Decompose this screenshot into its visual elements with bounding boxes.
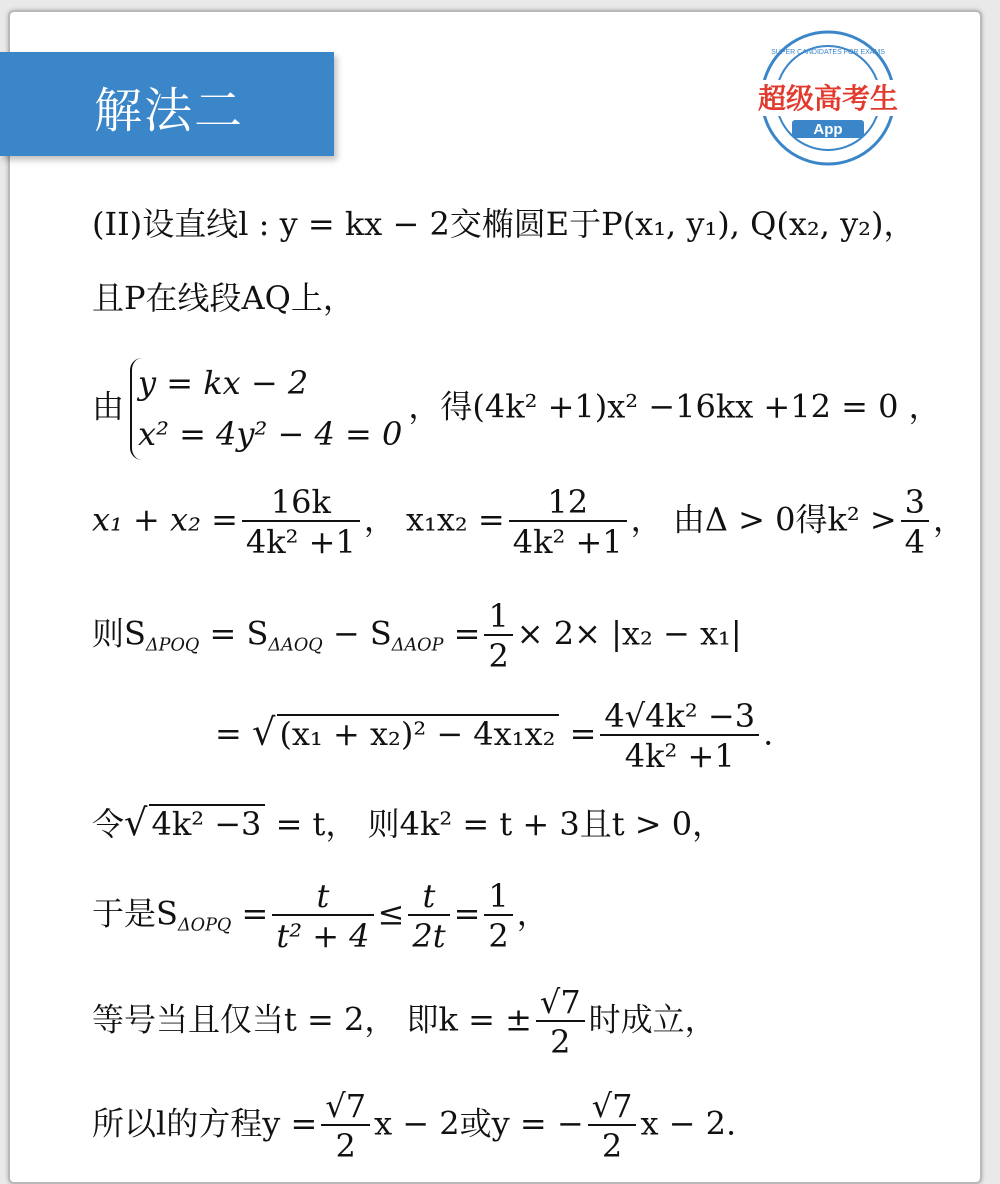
fraction-slope-neg-num: √7 — [588, 1090, 637, 1126]
fraction-t-2t — [408, 877, 449, 955]
line-9-a: 等号当且仅当t = 2， 即k = ± — [92, 1000, 532, 1039]
line-3 — [92, 358, 941, 460]
area-sub-aop: ΔAOP — [391, 635, 444, 656]
fraction-sum-den: 4k² +1 — [245, 523, 356, 561]
line-8 — [92, 877, 549, 955]
fraction-half-den: 2 — [488, 637, 509, 675]
line-9 — [92, 983, 717, 1061]
line-8-b: = — [231, 894, 269, 933]
line-6-c: . — [763, 714, 774, 753]
fraction-half-2-num: 1 — [484, 880, 512, 916]
fraction-area-result — [600, 697, 759, 775]
line-10-c: x − 2. — [640, 1104, 737, 1143]
line-8-c: ≤ — [377, 894, 405, 933]
fraction-area-den: 4k² +1 — [624, 737, 735, 775]
radical-sign: √ — [251, 710, 276, 754]
fraction-half-2 — [484, 877, 512, 955]
line-1: (II)设直线l : y = kx − 2交椭圆E于P(x₁, y₁), Q(x₂, y₂)， — [92, 205, 916, 243]
line-6 — [215, 697, 774, 775]
logo-brand-text: 超级高考生 — [757, 82, 899, 115]
line-6-a: = — [215, 714, 242, 753]
area-sub-opq: ΔOPQ — [177, 915, 232, 936]
fraction-sqrt7-over-2 — [536, 983, 585, 1061]
banner-title: 解法二 — [94, 83, 245, 139]
fraction-product — [509, 483, 627, 561]
fraction-slope-pos-den: 2 — [335, 1127, 356, 1165]
fraction-3-num: 3 — [901, 486, 929, 522]
line-10 — [92, 1087, 737, 1165]
radicand-sum: (x₁ + x₂)² − 4x₁x₂ — [277, 714, 559, 750]
fraction-area-num: 4√4k² −3 — [600, 700, 759, 736]
fraction-sum-num: 16k — [242, 486, 360, 522]
line-7-b: = t， 则4k² = t + 3且t > 0， — [265, 805, 725, 843]
line-5 — [92, 597, 742, 675]
line-4-a: x₁ + x₂ = — [92, 500, 238, 539]
fraction-sqrt7-num: √7 — [536, 986, 585, 1022]
fraction-sqrt7-den: 2 — [550, 1023, 571, 1061]
fraction-product-den: 4k² +1 — [512, 523, 623, 561]
fraction-three-quarters — [901, 483, 929, 561]
line-2: 且P在线段AQ上， — [92, 279, 355, 317]
fraction-slope-pos — [321, 1087, 370, 1165]
radicand-t: 4k² −3 — [149, 804, 265, 840]
line-4 — [92, 483, 966, 561]
fraction-product-num: 12 — [509, 486, 627, 522]
line-4-d: ， — [933, 500, 966, 539]
fraction-t-over — [272, 877, 373, 955]
line-8-d: = — [453, 894, 481, 933]
line-7 — [92, 801, 725, 844]
line-8-e: ， — [516, 894, 549, 933]
fraction-slope-neg-den: 2 — [601, 1127, 623, 1165]
line-7-a: 令 — [92, 805, 125, 843]
radical-sign-2: √ — [124, 801, 148, 844]
line-5-b: = S — [199, 614, 269, 653]
fraction-2t-num: t — [408, 880, 449, 916]
line-3-suffix: ，得(4k² +1)x² −16kx +12 = 0 ， — [408, 387, 941, 426]
fraction-half-2-den: 2 — [488, 917, 509, 955]
fraction-3-den: 4 — [904, 523, 926, 561]
line-3-prefix: 由 — [92, 387, 125, 426]
area-sub-aoq: ΔAOQ — [268, 635, 323, 656]
logo-app-text: App — [813, 121, 843, 138]
line-6-b: = — [569, 714, 597, 753]
equation-system — [130, 358, 402, 460]
line-4-b: ， x₁x₂ = — [363, 500, 505, 539]
line-4-c: ， 由Δ > 0得k² > — [630, 500, 897, 539]
line-5-d: = — [443, 614, 481, 653]
fraction-2t-den: 2t — [412, 917, 446, 955]
fraction-t-num: t — [272, 880, 373, 916]
fraction-half — [484, 597, 512, 675]
line-9-b: 时成立， — [588, 1000, 717, 1039]
fraction-slope-pos-num: √7 — [321, 1090, 370, 1126]
system-eq-1: y = kx − 2 — [138, 364, 309, 402]
system-eq-2: x² = 4y² − 4 = 0 — [138, 415, 403, 454]
line-5-c: − S — [322, 614, 392, 653]
fraction-slope-neg — [588, 1087, 637, 1165]
line-10-b: x − 2或y = − — [374, 1104, 584, 1143]
line-5-a: 则S — [92, 614, 146, 653]
fraction-t-den: t² + 4 — [276, 917, 370, 955]
line-8-a: 于是S — [92, 894, 178, 933]
fraction-sum — [242, 483, 360, 561]
line-5-e: × 2× |x₂ − x₁| — [516, 614, 742, 653]
logo-ring-text: SUPER CANDIDATES FOR EXAMS — [771, 49, 885, 56]
fraction-half-num: 1 — [484, 600, 512, 636]
line-10-a: 所以l的方程y = — [92, 1104, 318, 1143]
area-sub-poq: ΔPOQ — [145, 635, 200, 656]
